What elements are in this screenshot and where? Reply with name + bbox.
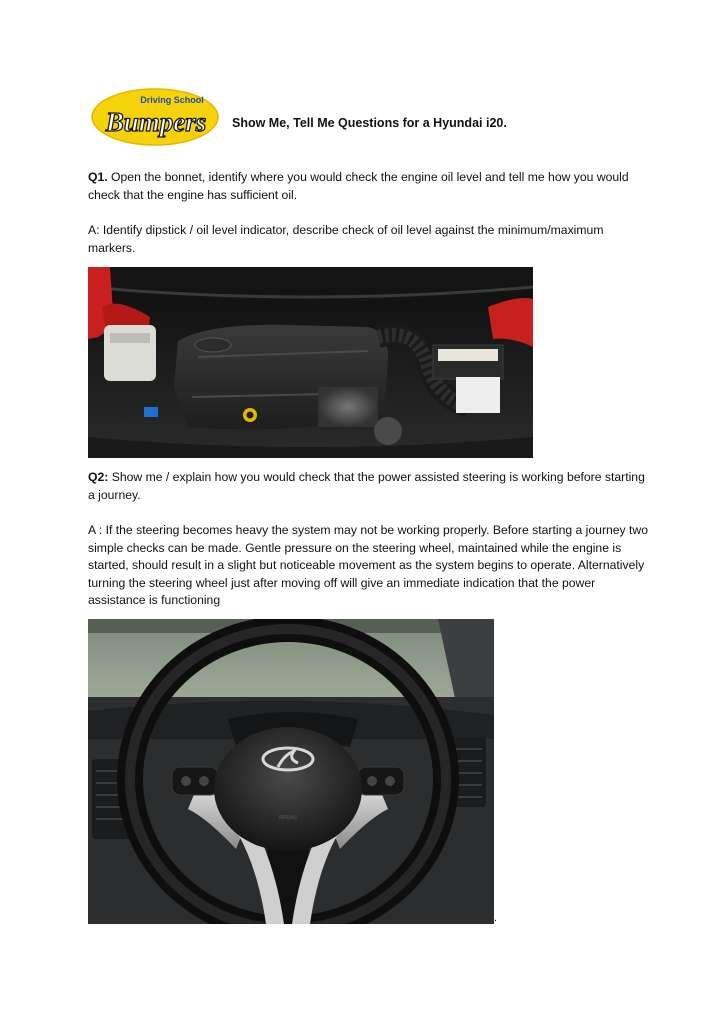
page-title: Show Me, Tell Me Questions for a Hyundai i20. <box>232 116 507 130</box>
svg-text:AIRBAG: AIRBAG <box>278 815 298 821</box>
svg-text:Driving School: Driving School <box>140 95 204 105</box>
question-2 <box>88 469 648 504</box>
answer-2: A : If the steering becomes heavy the system may not be working properly. Before starting a journey two simple checks can be made. Gentle pressure on the steering wheel, maintained while the engine is started, should result in a slight but noticeable movement as the system begins to operate. Alternatively turning the steering wheel just after moving off will give an immediate indication that the power assistance is functioning <box>88 523 648 607</box>
engine-bay-photo <box>88 267 533 458</box>
question-2-text: Show me / explain how you would check that the power assisted steering is working before starting a journey. <box>88 470 645 502</box>
question-1 <box>88 169 648 204</box>
question-1-label: Q1. <box>88 170 108 184</box>
trailing-mark: . <box>494 912 498 924</box>
svg-text:Bumpers: Bumpers <box>105 107 207 137</box>
question-1-text: Open the bonnet, identify where you would check the engine oil level and tell me how you would check that the engine has sufficient oil. <box>88 170 629 202</box>
question-2-label: Q2: <box>88 470 109 484</box>
answer-1: A: Identify dipstick / oil level indicator, describe check of oil level against the minimum/maximum markers. <box>88 223 604 255</box>
bumpers-logo <box>90 86 220 148</box>
steering-wheel-photo <box>88 619 494 924</box>
